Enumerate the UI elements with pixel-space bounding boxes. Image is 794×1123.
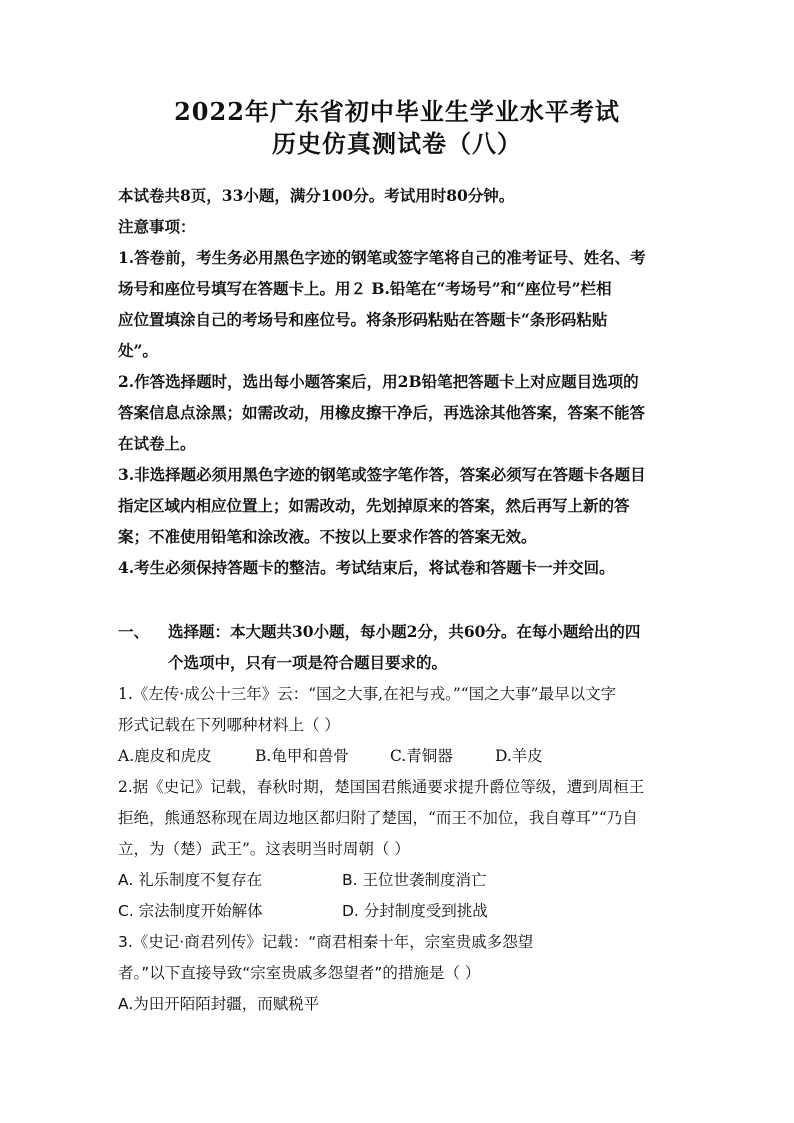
question-1-line1: 1.《左传·成公十三年》云：“国之大事,在祀与戎。”“国之大事”最早以文字 <box>118 685 617 703</box>
question-1-option-a: A.鹿皮和虎皮 <box>118 747 212 765</box>
section-heading-line1: 选择题：本大题共30小题，每小题2分，共60分。在每小题给出的四 <box>168 622 641 641</box>
question-1-line2: 形式记载在下列哪种材料上（ ） <box>118 716 340 734</box>
notice-item-1-line3: 应位置填涂自己的考场号和座位号。将条形码粘贴在答题卡“条形码粘贴 <box>118 310 608 329</box>
exam-summary: 本试卷共8页，33小题，满分100分。考试用时80分钟。 <box>118 186 515 205</box>
exam-title-line1: 2022年广东省初中毕业生学业水平考试 <box>174 97 620 126</box>
question-2-option-b: B. 王位世袭制度消亡 <box>342 871 487 889</box>
question-3-option-a: A.为田开陌陌封疆，而赋税平 <box>118 995 320 1013</box>
notice-item-1-line1: 1.答卷前，考生务必用黑色字迹的钢笔或签字笔将自己的准考证号、姓名、考 <box>118 248 646 267</box>
question-3-line1: 3.《史记·商君列传》记载：“商君相秦十年，宗室贵戚多怨望 <box>118 933 534 951</box>
question-1-option-d: D.羊皮 <box>495 747 543 765</box>
question-1-option-c: C.青铜器 <box>390 747 453 765</box>
question-2-option-c: C. 宗法制度开始解体 <box>118 902 263 920</box>
notice-item-1-line4: 处”。 <box>118 341 158 360</box>
question-2-option-a: A. 礼乐制度不复存在 <box>118 871 263 889</box>
notice-item-3-line3: 案；不准使用铅笔和涂改液。不按以上要求作答的答案无效。 <box>118 527 537 546</box>
question-1-option-b: B.龟甲和兽骨 <box>255 747 349 765</box>
notice-item-3-line2: 指定区域内相应位置上；如需改动，先划掉原来的答案，然后再写上新的答 <box>118 496 630 515</box>
notice-item-2-line1: 2.作答选择题时，选出每小题答案后，用2B铅笔把答题卡上对应题目选项的 <box>118 372 639 391</box>
notice-item-1-line2: 场号和座位号填写在答题卡上。用２ B.铅笔在“考场号”和“座位号”栏相 <box>118 279 612 298</box>
notice-item-4-line1: 4.考生必须保持答题卡的整洁。考试结束后，将试卷和答题卡一并交回。 <box>118 558 615 577</box>
question-2-line3: 立，为（楚）武王”。这表明当时周朝（ ） <box>118 840 410 858</box>
notice-label: 注意事项： <box>118 217 196 236</box>
section-number: 一、 <box>118 622 150 641</box>
question-3-line2: 者。”以下直接导致“宗室贵戚多怨望者”的措施是（ ） <box>118 964 481 982</box>
question-2-option-d: D. 分封制度受到挑战 <box>342 902 488 920</box>
notice-item-2-line3: 在试卷上。 <box>118 434 196 453</box>
question-2-line2: 拒绝，熊通怒称现在周边地区都归附了楚国，“而王不加位，我自尊耳”“乃自 <box>118 809 638 827</box>
exam-title-line2: 历史仿真测试卷（八） <box>272 129 522 158</box>
question-2-line1: 2.据《史记》记载，春秋时期，楚国国君熊通要求提升爵位等级，遭到周桓王 <box>118 778 645 796</box>
notice-item-3-line1: 3.非选择题必须用黑色字迹的钢笔或签字笔作答，答案必须写在答题卡各题目 <box>118 465 646 484</box>
notice-item-2-line2: 答案信息点涂黑；如需改动，用橡皮擦干净后，再选涂其他答案，答案不能答 <box>118 403 646 422</box>
section-heading-line2: 个选项中，只有一项是符合题目要求的。 <box>168 653 448 672</box>
